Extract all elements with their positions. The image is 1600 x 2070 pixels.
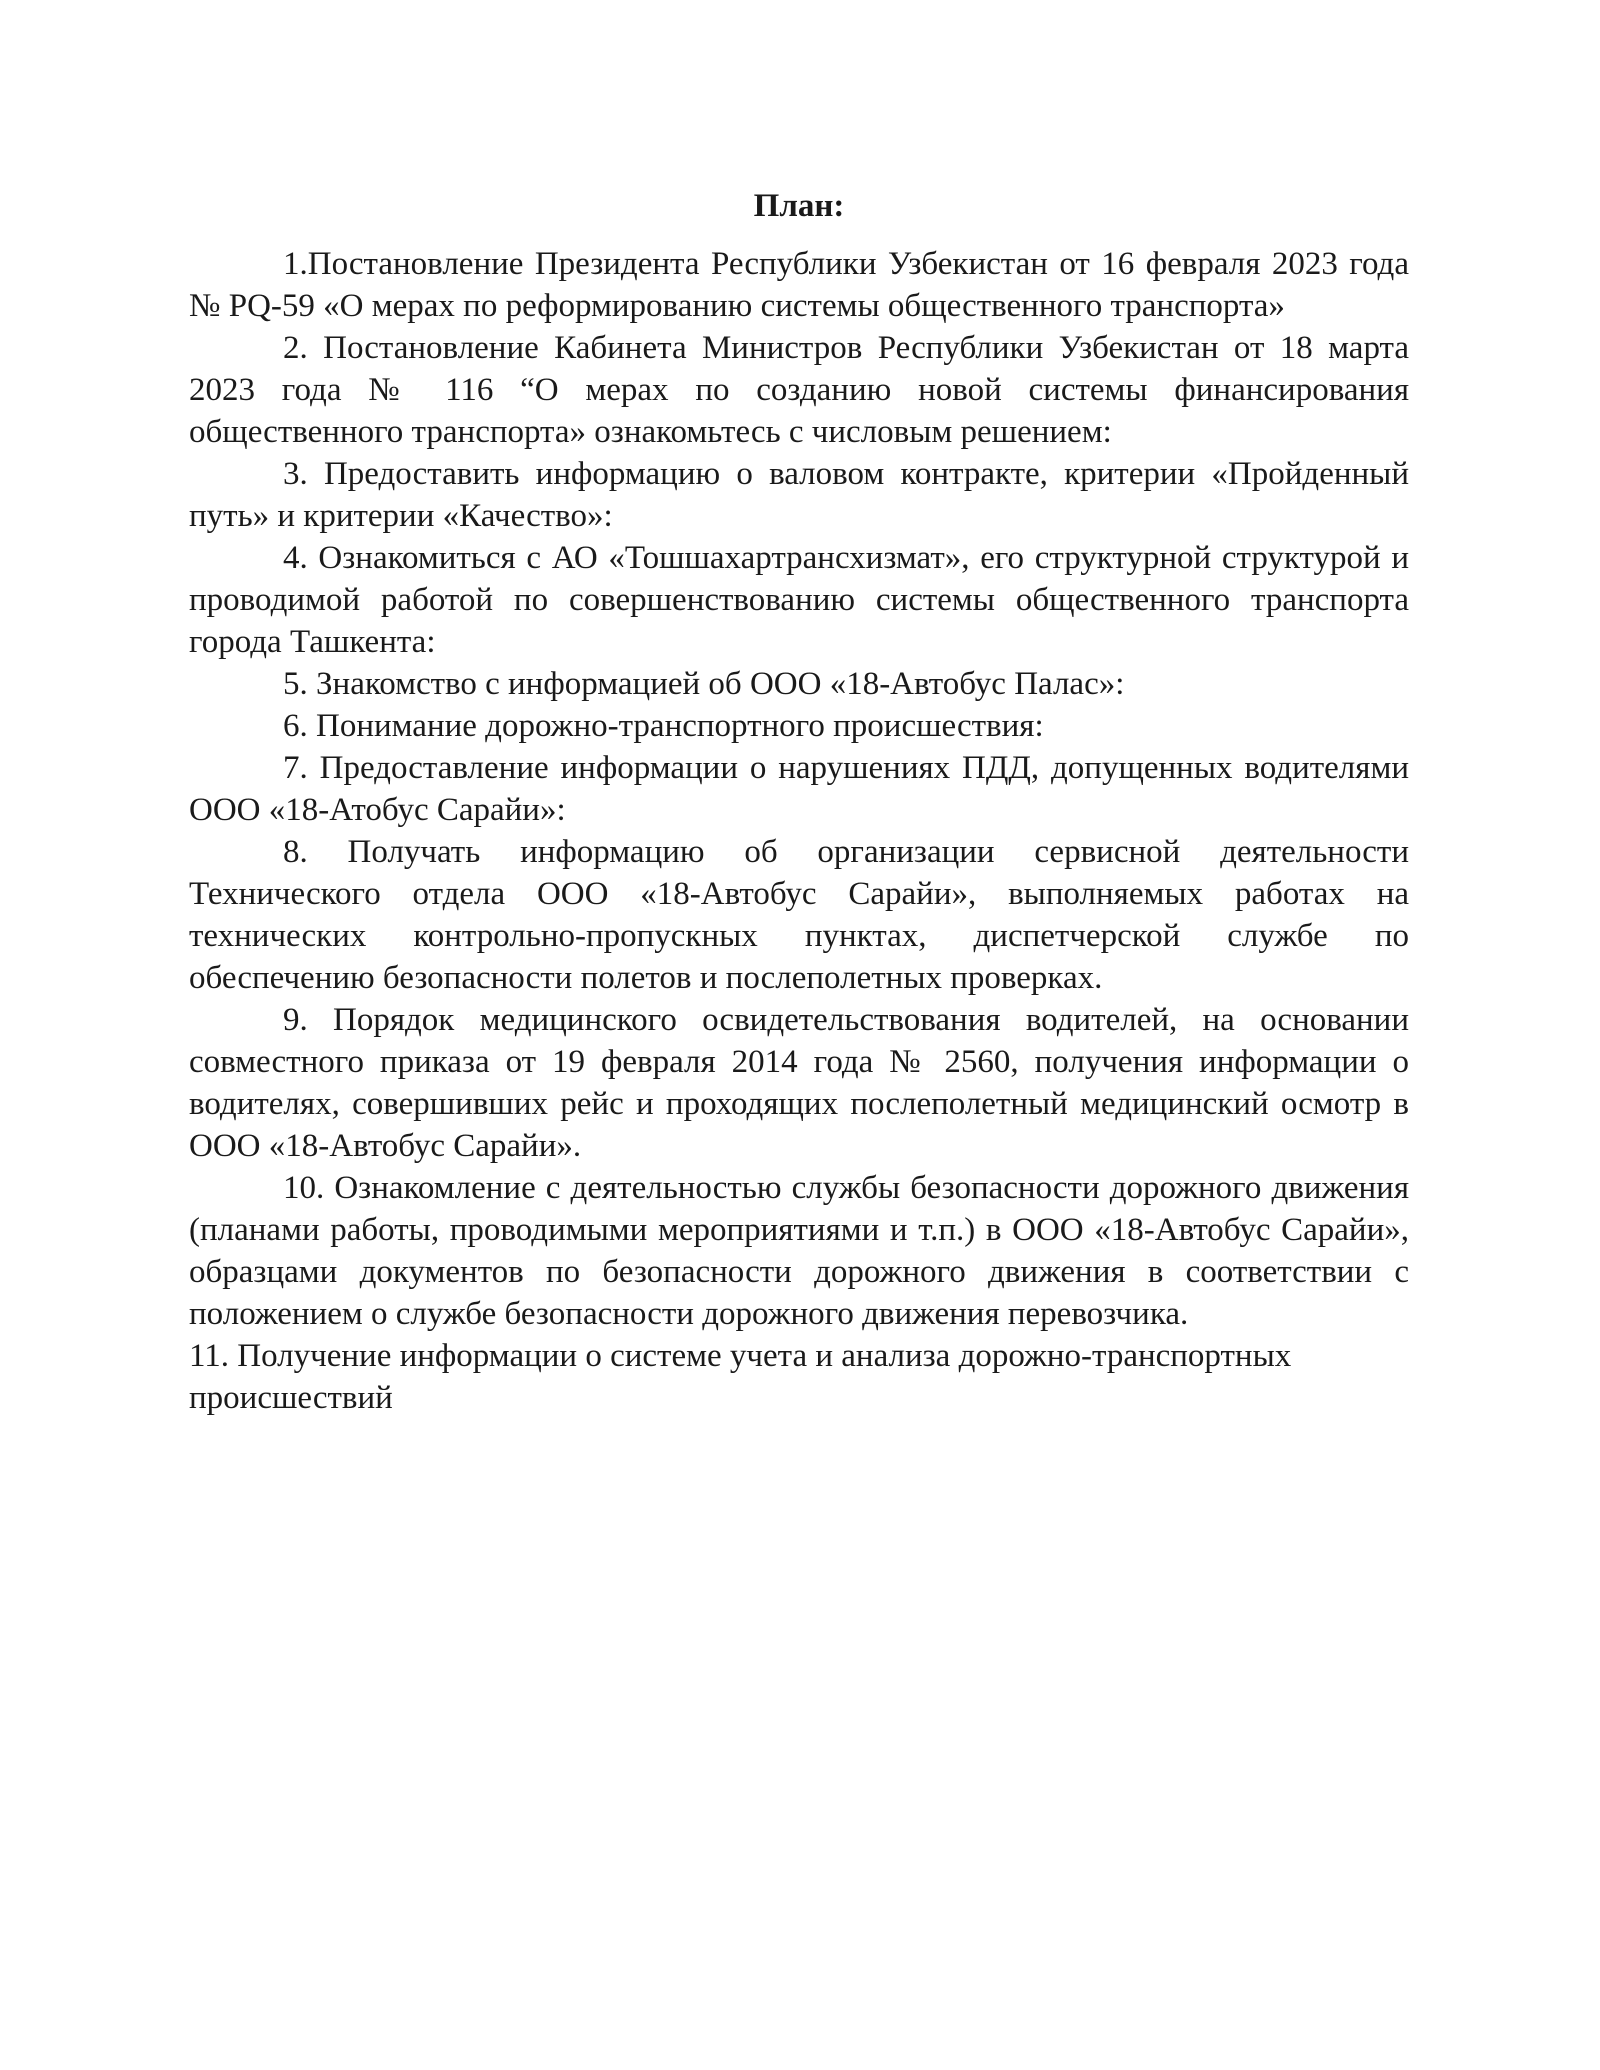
plan-item-4: 4. Ознакомиться с АО «Тошшахартрансхизмат», его структурной структурой и проводимой работой по совершенствованию системы общественного транспорта города Ташкента: xyxy=(189,540,1409,660)
plan-item-1: 1.Постановление Президента Республики Узбекистан от 16 февраля 2023 года № PQ-59 «О мерах по реформированию системы общественного транспорта» xyxy=(189,246,1409,324)
plan-item-7: 7. Предоставление информации о нарушениях ПДД, допущенных водителями ООО «18-Атобус Сарайи»: xyxy=(189,750,1409,828)
document-page xyxy=(189,185,1409,1419)
plan-item-11: 11. Получение информации о системе учета и анализа дорожно-транспортных происшествий xyxy=(189,1338,1292,1416)
plan-item-3: 3. Предоставить информацию о валовом контракте, критерии «Пройденный путь» и критерии «Качество»: xyxy=(189,456,1409,534)
plan-item-5: 5. Знакомство с информацией об ООО «18-Автобус Палас»: xyxy=(283,666,1125,702)
plan-item-6: 6. Понимание дорожно-транспортного происшествия: xyxy=(283,708,1044,744)
plan-item-10: 10. Ознакомление с деятельностью службы безопасности дорожного движения (планами работы, проводимыми мероприятиями и т.п.) в ООО «18-Автобус Сарайи», образцами документов по безопасности дорожного движения в соответствии с положением о службе безопасности дорожного движения перевозчика. xyxy=(189,1170,1409,1332)
plan-item-2: 2. Постановление Кабинета Министров Республики Узбекистан от 18 марта 2023 года № 116 “О мерах по созданию новой системы финансирования общественного транспорта» ознакомьтесь с числовым решением: xyxy=(189,330,1409,450)
plan-item-8: 8. Получать информацию об организации сервисной деятельности Технического отдела ООО «18-Автобус Сарайи», выполняемых работах на технических контрольно-пропускных пунктах, диспетчерской службе по обеспечению безопасности полетов и послеполетных проверках. xyxy=(189,834,1409,996)
plan-item-9: 9. Порядок медицинского освидетельствования водителей, на основании совместного приказа от 19 февраля 2014 года № 2560, получения информации о водителях, совершивших рейс и проходящих послеполетный медицинский осмотр в ООО «18-Автобус Сарайи». xyxy=(189,1002,1409,1164)
page-title: План: xyxy=(753,188,845,224)
